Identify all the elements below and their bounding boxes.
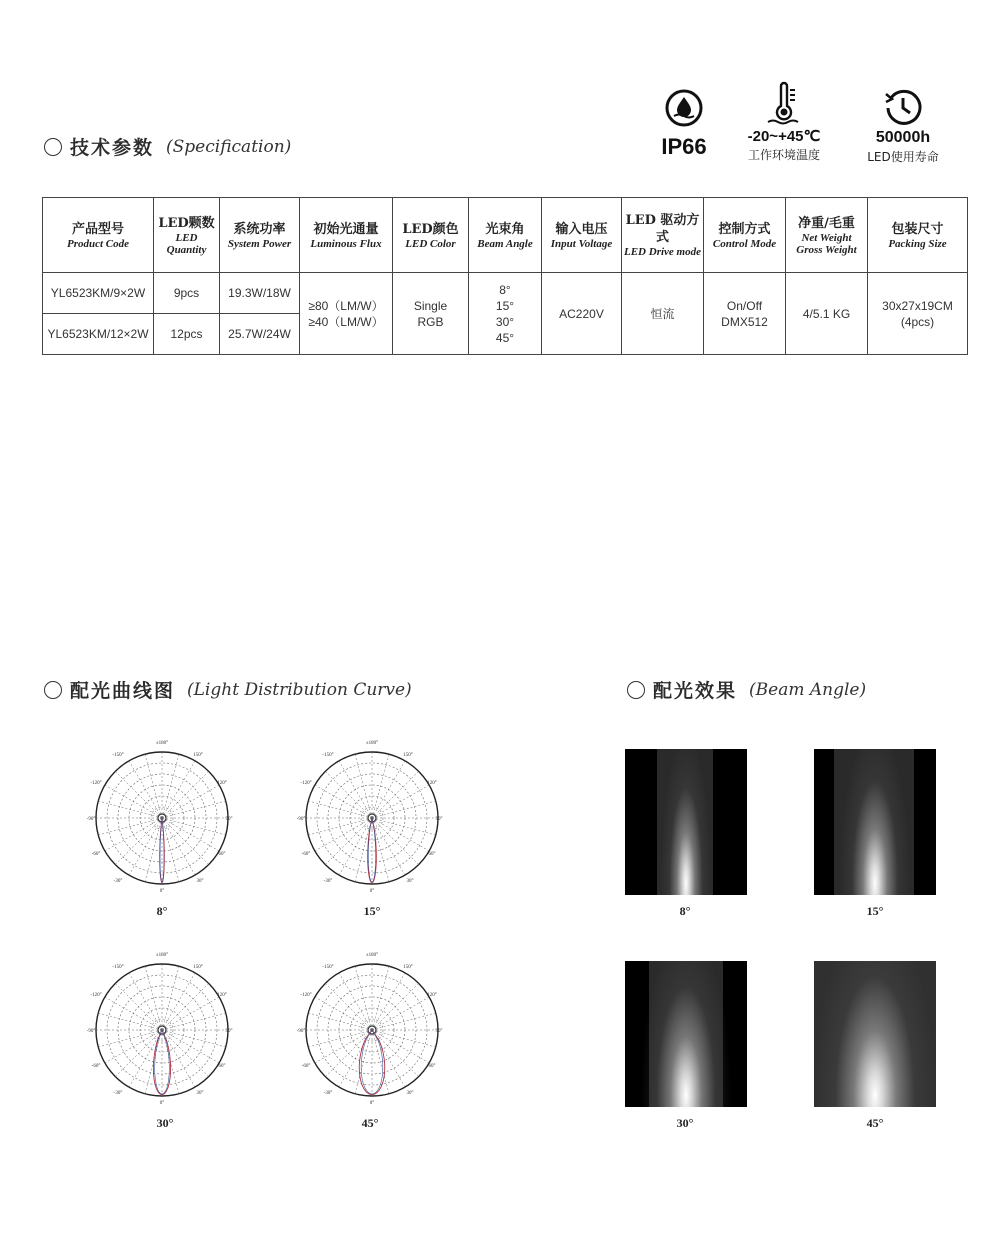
polar-spoke xyxy=(339,1030,372,1087)
polar-chart-8 xyxy=(86,738,234,904)
polar-spoke xyxy=(339,818,372,875)
header-led-quantity: LED颗数 LED Quantity xyxy=(154,198,220,273)
beam-photo-30 xyxy=(625,961,747,1107)
polar-spoke xyxy=(162,761,195,818)
polar-spoke xyxy=(129,818,162,875)
polar-angle-label: 60° xyxy=(218,1064,226,1069)
polar-spoke xyxy=(372,966,389,1030)
curve-title-cn: 配光曲线图 xyxy=(70,680,176,702)
beam-glow xyxy=(625,749,747,895)
polar-angle-label: -60° xyxy=(301,852,311,857)
polar-spoke xyxy=(129,761,162,818)
water-drop-icon xyxy=(664,88,704,128)
polar-spoke xyxy=(308,818,372,835)
spec-title-cn: 技术参数 xyxy=(70,137,155,159)
polar-spoke xyxy=(162,1030,219,1063)
polar-spoke xyxy=(105,785,162,818)
polar-spoke xyxy=(162,983,209,1030)
polar-spoke xyxy=(325,983,372,1030)
header-control-mode: 控制方式 Control Mode xyxy=(704,198,786,273)
polar-spoke xyxy=(105,997,162,1030)
polar-angle-label: -30° xyxy=(113,879,123,884)
polar-spoke xyxy=(115,771,162,818)
polar-spoke xyxy=(372,1030,419,1077)
polar-spoke xyxy=(339,761,372,818)
polar-spoke xyxy=(372,754,389,818)
cell-product-code: YL6523KM/9×2W xyxy=(43,273,154,314)
polar-spoke xyxy=(115,983,162,1030)
polar-angle-label: 60° xyxy=(428,1064,436,1069)
header-luminous-flux: 初始光通量 Luminous Flux xyxy=(300,198,393,273)
polar-spoke xyxy=(162,771,209,818)
polar-angle-label: 0° xyxy=(369,889,375,894)
polar-angle-label: 120° xyxy=(217,993,227,998)
polar-spoke xyxy=(372,818,429,851)
header-weight: 净重/毛重 Net Weight Gross Weight xyxy=(786,198,868,273)
polar-angle-label: -60° xyxy=(91,1064,101,1069)
beam-title-cn: 配光效果 xyxy=(653,680,738,702)
polar-angle-label: 90° xyxy=(435,817,443,822)
circle-bullet-icon xyxy=(44,138,62,156)
polar-chart-30 xyxy=(86,950,234,1116)
clock-icon xyxy=(883,88,923,126)
cell-drive-mode: 恒流 xyxy=(622,273,704,355)
polar-spoke xyxy=(372,818,419,865)
polar-angle-label: 90° xyxy=(225,817,233,822)
polar-spoke xyxy=(372,983,419,1030)
polar-angle-label: -150° xyxy=(112,753,124,758)
polar-angle-label: 120° xyxy=(217,781,227,786)
curve-section-title xyxy=(44,676,412,703)
polar-spoke xyxy=(115,818,162,865)
beam-caption: 30° xyxy=(676,1116,694,1130)
beam-glow xyxy=(814,749,936,895)
polar-angle-label: 120° xyxy=(427,781,437,786)
cell-packing-size: 30x27x19CM (4pcs) xyxy=(868,273,968,355)
header-packing-size: 包装尺寸 Packing Size xyxy=(868,198,968,273)
polar-spoke xyxy=(145,966,162,1030)
cell-led-color: Single RGB xyxy=(393,273,469,355)
polar-angle-label: -30° xyxy=(323,1091,333,1096)
polar-spoke xyxy=(315,997,372,1030)
cell-input-voltage: AC220V xyxy=(542,273,622,355)
polar-angle-label: 0° xyxy=(159,889,165,894)
polar-spoke xyxy=(162,1030,195,1087)
beam-photo-45 xyxy=(814,961,936,1107)
beam-photo-8 xyxy=(625,749,747,895)
header-beam-angle: 光束角 Beam Angle xyxy=(469,198,542,273)
polar-angle-label: -120° xyxy=(90,993,102,998)
polar-angle-label: 90° xyxy=(225,1029,233,1034)
polar-caption: 45° xyxy=(361,1116,379,1130)
polar-angle-label: -90° xyxy=(296,1029,306,1034)
polar-caption: 8° xyxy=(156,904,168,918)
polar-angle-label: -120° xyxy=(300,993,312,998)
header-input-voltage: 输入电压 Input Voltage xyxy=(542,198,622,273)
circle-bullet-icon xyxy=(44,681,62,699)
spec-section-title xyxy=(44,133,291,160)
polar-angle-label: 60° xyxy=(218,852,226,857)
polar-spoke xyxy=(98,1030,162,1047)
polar-spoke xyxy=(162,785,219,818)
polar-spoke xyxy=(162,973,195,1030)
beam-caption: 45° xyxy=(866,1116,884,1130)
polar-spoke xyxy=(105,1030,162,1063)
polar-spoke xyxy=(372,818,405,875)
polar-caption: 30° xyxy=(156,1116,174,1130)
polar-angle-label: 60° xyxy=(428,852,436,857)
header-drive-mode: LED 驱动方式 LED Drive mode xyxy=(622,198,704,273)
header-product-code: 产品型号 Product Code xyxy=(43,198,154,273)
spec-table xyxy=(42,197,968,355)
polar-spoke xyxy=(315,785,372,818)
polar-angle-label: -60° xyxy=(91,852,101,857)
polar-spoke xyxy=(372,761,405,818)
polar-angle-label: 150° xyxy=(403,753,413,758)
ip-rating: IP66 xyxy=(661,134,707,159)
beam-glow xyxy=(814,961,936,1107)
polar-spoke xyxy=(98,818,162,835)
polar-spoke xyxy=(162,997,219,1030)
table-row xyxy=(43,273,968,314)
polar-angle-label: -30° xyxy=(323,879,333,884)
thermometer-icon xyxy=(764,82,804,126)
polar-spoke xyxy=(162,966,179,1030)
beam-section-title xyxy=(627,676,866,703)
cell-control-mode: On/Off DMX512 xyxy=(704,273,786,355)
polar-spoke xyxy=(315,818,372,851)
cell-product-code: YL6523KM/12×2W xyxy=(43,314,154,355)
polar-angle-label: 150° xyxy=(193,753,203,758)
header-led-color: LED颜色 LED Color xyxy=(393,198,469,273)
header-system-power: 系统功率 System Power xyxy=(220,198,300,273)
polar-chart-45 xyxy=(296,950,444,1116)
lifespan-hours: 50000h xyxy=(875,129,931,146)
beam-title-en: (Beam Angle) xyxy=(749,679,867,700)
polar-spoke xyxy=(325,1030,372,1077)
cell-beam-angle: 8° 15° 30° 45° xyxy=(469,273,542,355)
polar-spoke xyxy=(355,818,372,882)
polar-caption: 15° xyxy=(363,904,381,918)
temperature-range: -20~+45℃ xyxy=(747,128,821,145)
polar-spoke xyxy=(129,1030,162,1087)
polar-angle-label: 0° xyxy=(369,1101,375,1106)
polar-angle-label: ±180° xyxy=(155,741,169,746)
beam-caption: 8° xyxy=(679,904,691,918)
polar-angle-label: 90° xyxy=(435,1029,443,1034)
polar-angle-label: 30° xyxy=(196,879,204,884)
polar-angle-label: 30° xyxy=(196,1091,204,1096)
polar-spoke xyxy=(355,966,372,1030)
polar-spoke xyxy=(372,771,419,818)
polar-spoke xyxy=(355,754,372,818)
polar-angle-label: -30° xyxy=(113,1091,123,1096)
table-header-row xyxy=(43,198,968,273)
cell-led-quantity: 12pcs xyxy=(154,314,220,355)
beam-glow xyxy=(625,961,747,1107)
polar-angle-label: 30° xyxy=(406,879,414,884)
polar-spoke xyxy=(325,818,372,865)
beam-caption: 15° xyxy=(866,904,884,918)
polar-angle-label: -150° xyxy=(322,965,334,970)
polar-spoke xyxy=(325,771,372,818)
polar-angle-label: -150° xyxy=(112,965,124,970)
cell-led-quantity: 9pcs xyxy=(154,273,220,314)
polar-chart-15 xyxy=(296,738,444,904)
curve-title-en: (Light Distribution Curve) xyxy=(187,679,412,700)
lifespan-label: LED使用寿命 xyxy=(867,150,939,164)
polar-angle-label: 150° xyxy=(403,965,413,970)
polar-spoke xyxy=(339,973,372,1030)
cell-system-power: 25.7W/24W xyxy=(220,314,300,355)
circle-bullet-icon xyxy=(627,681,645,699)
polar-spoke xyxy=(372,973,405,1030)
polar-spoke xyxy=(372,1030,429,1063)
polar-angle-label: -150° xyxy=(322,753,334,758)
temperature-label: 工作环境温度 xyxy=(747,148,820,162)
polar-angle-label: -90° xyxy=(86,817,96,822)
polar-angle-label: ±180° xyxy=(155,953,169,958)
cell-luminous-flux: ≥80（LM/W） ≥40（LM/W） xyxy=(300,273,393,355)
polar-spoke xyxy=(162,818,195,875)
polar-angle-label: -60° xyxy=(301,1064,311,1069)
polar-angle-label: 0° xyxy=(159,1101,165,1106)
spec-title-en: (Specification) xyxy=(166,136,292,157)
polar-angle-label: -90° xyxy=(296,817,306,822)
polar-angle-label: -120° xyxy=(300,781,312,786)
lifespan-badge xyxy=(856,88,950,165)
polar-angle-label: 120° xyxy=(427,993,437,998)
polar-angle-label: -120° xyxy=(90,781,102,786)
polar-spoke xyxy=(162,818,219,851)
polar-spoke xyxy=(372,997,429,1030)
polar-spoke xyxy=(315,1030,372,1063)
polar-spoke xyxy=(129,973,162,1030)
polar-angle-label: -90° xyxy=(86,1029,96,1034)
beam-photo-15 xyxy=(814,749,936,895)
polar-angle-label: ±180° xyxy=(365,741,379,746)
cell-weight: 4/5.1 KG xyxy=(786,273,868,355)
polar-spoke xyxy=(105,818,162,851)
ip-badge xyxy=(652,88,716,158)
polar-angle-label: 150° xyxy=(193,965,203,970)
polar-spoke xyxy=(145,754,162,818)
polar-angle-label: ±180° xyxy=(365,953,379,958)
polar-spoke xyxy=(372,785,429,818)
polar-spoke xyxy=(162,818,209,865)
polar-spoke xyxy=(162,754,179,818)
polar-spoke xyxy=(308,1030,372,1047)
temperature-badge xyxy=(738,82,830,163)
cell-system-power: 19.3W/18W xyxy=(220,273,300,314)
polar-angle-label: 30° xyxy=(406,1091,414,1096)
